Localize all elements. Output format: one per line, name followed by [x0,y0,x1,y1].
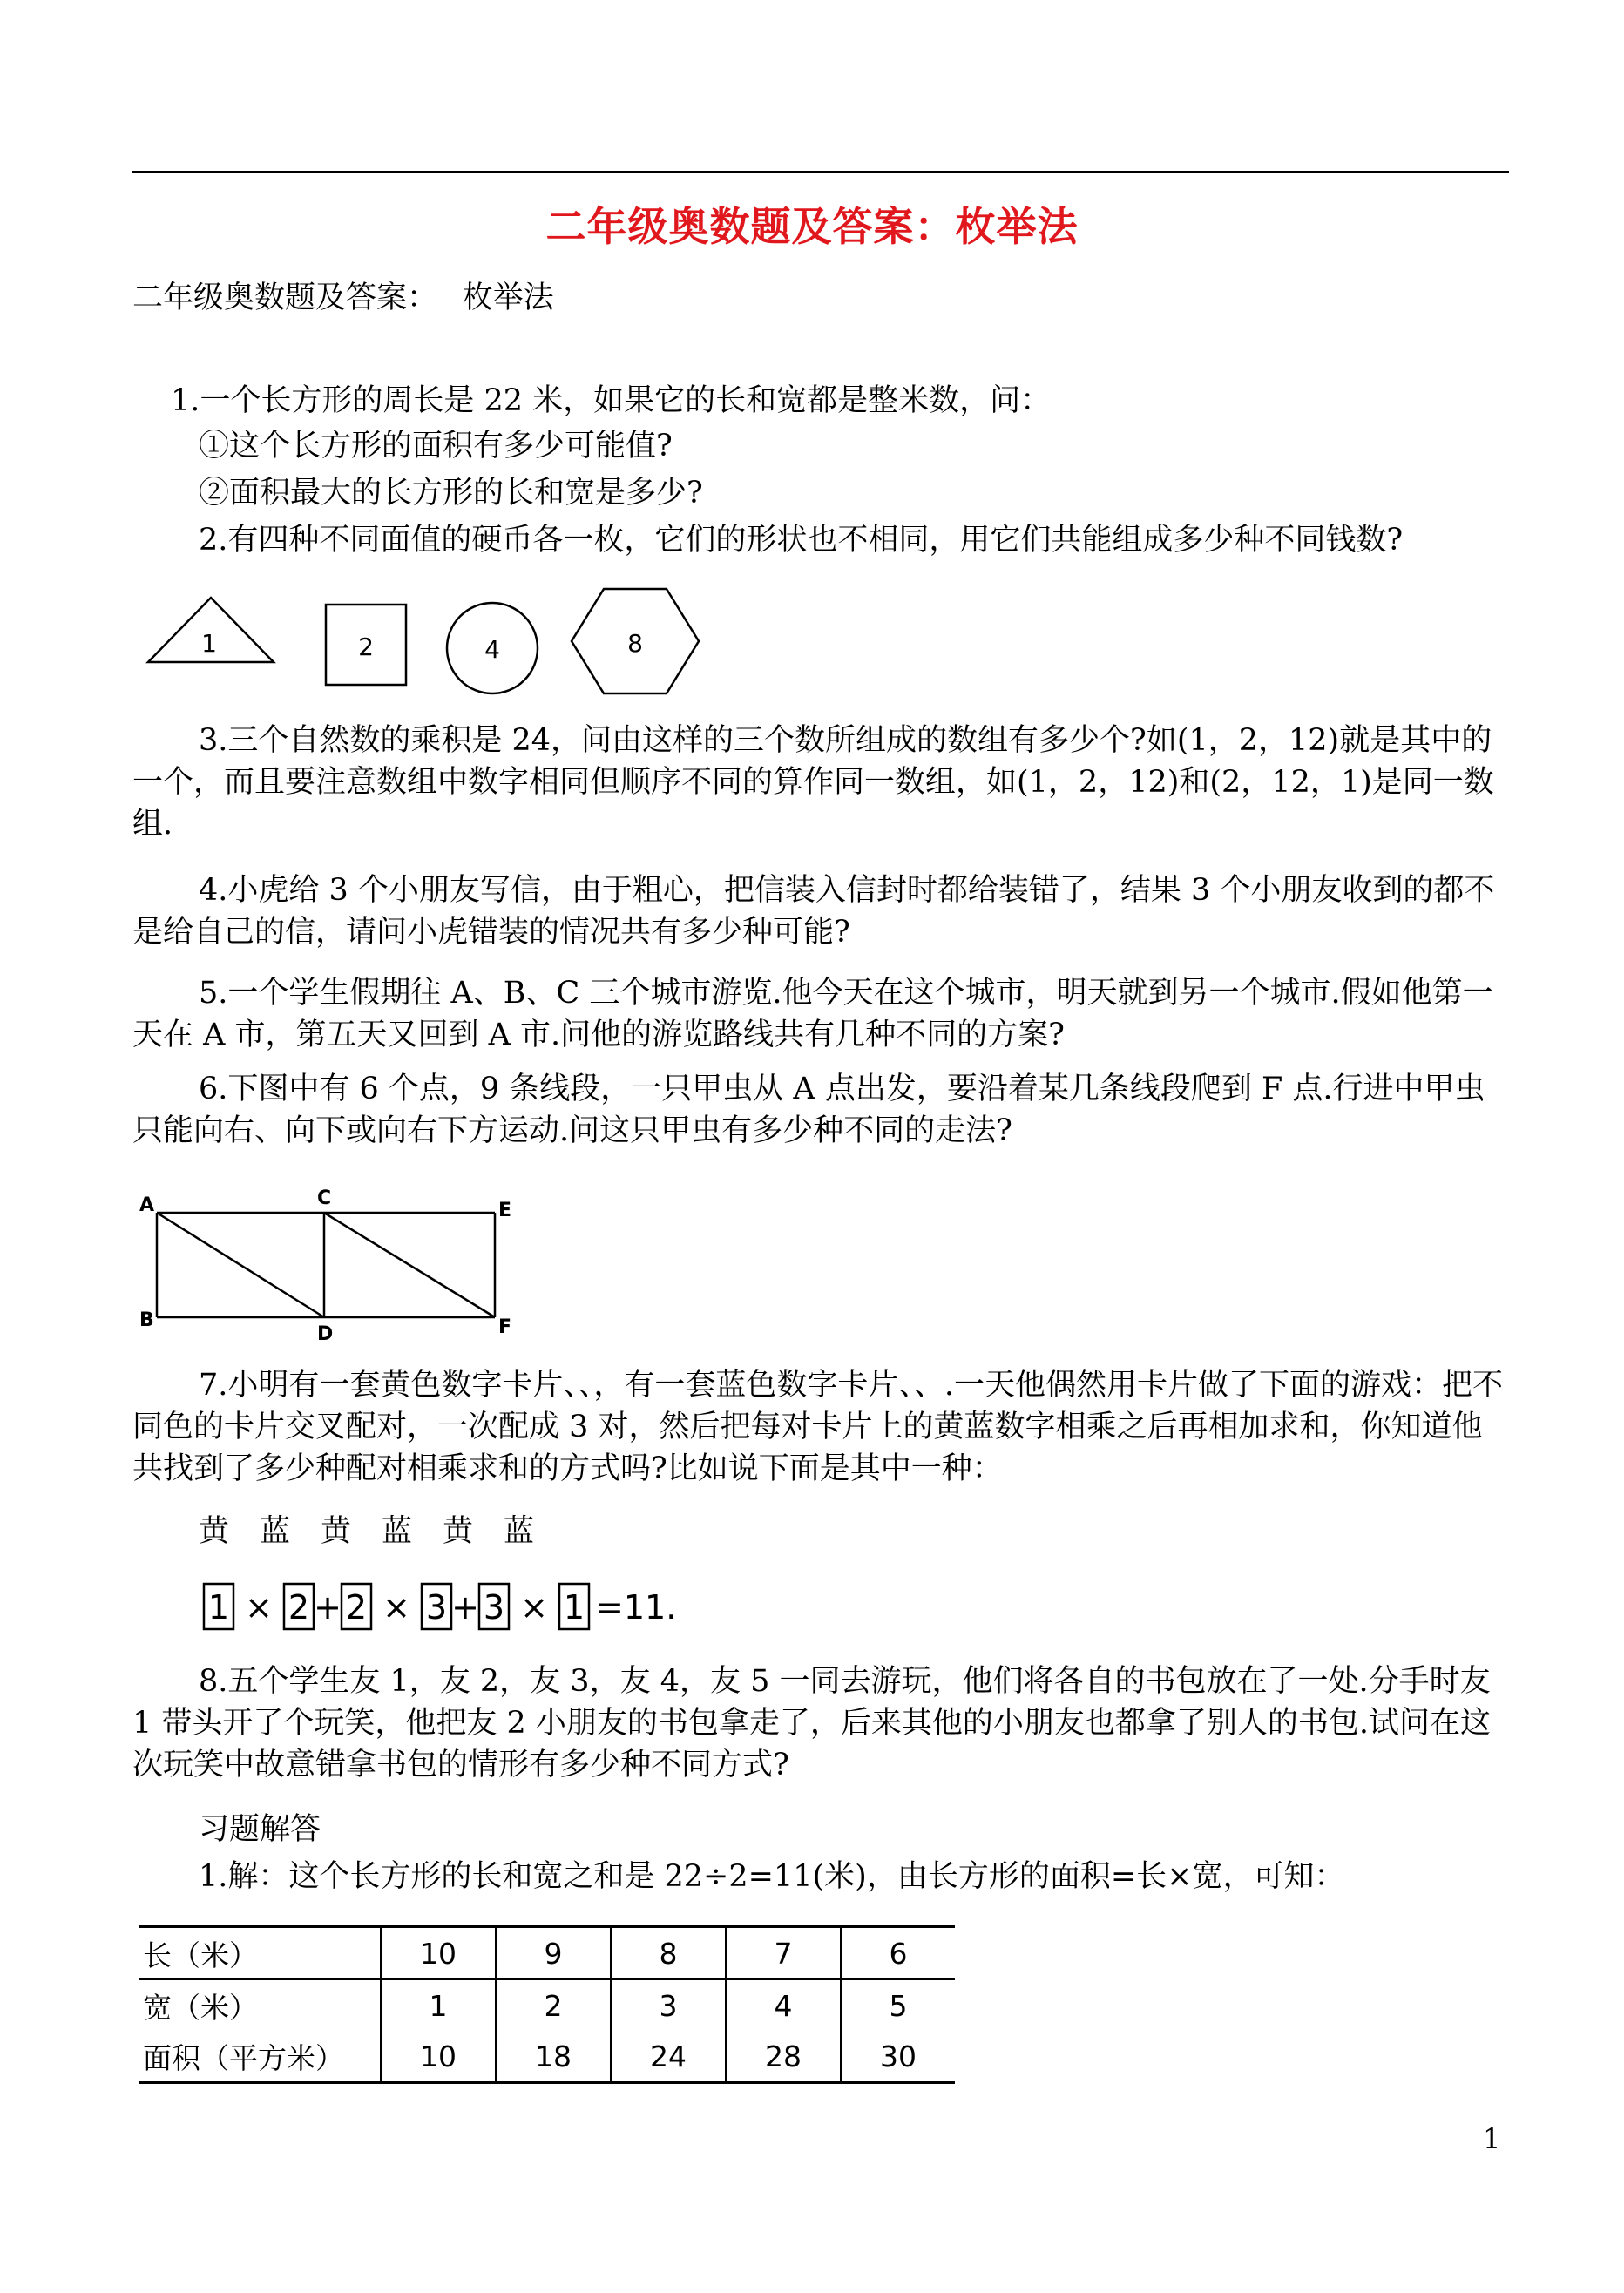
point-label: D [317,1323,334,1342]
question-1b: ②面积最大的长方形的长和宽是多少? [199,476,703,511]
coin-label: 1 [201,629,217,658]
equation-result: =11. [596,1588,677,1627]
segment-ad [157,1213,324,1317]
row-label: 面积（平方米） [139,2031,381,2083]
segment-cf [324,1213,495,1317]
coin-label: 8 [627,629,643,658]
card-colors: 黄 蓝 黄 蓝 黄 蓝 [199,1514,535,1549]
table-cell: 7 [726,1927,841,1980]
table-cell: 10 [381,2031,496,2083]
card-number: 3 [483,1588,505,1627]
operator: + [451,1588,479,1627]
table-cell: 1 [381,1979,496,2031]
row-label: 长（米） [139,1927,381,1980]
table-row [139,1927,955,1980]
card-number: 2 [345,1588,368,1627]
card-number: 1 [207,1588,230,1627]
table-cell: 10 [381,1927,496,1980]
coin-label: 2 [358,632,374,661]
table-cell: 18 [496,2031,611,2083]
coin-shapes-figure [139,582,714,706]
operator: × [245,1588,273,1627]
row-label: 宽（米） [143,1990,258,2025]
table-cell: 30 [841,2031,955,2083]
answer-1: 1.解：这个长方形的长和宽之和是 22÷2=11(米)，由长方形的面积=长×宽，可知： [199,1859,1345,1894]
table-cell: 8 [611,1927,726,1980]
table-cell: 6 [841,1927,955,1980]
header-rule [132,171,1509,173]
subtitle: 二年级奥数题及答案： 枚举法 [132,281,554,315]
table-cell: 3 [611,1979,726,2031]
coin-label: 4 [484,635,500,664]
point-label: B [139,1309,154,1331]
card-number: 2 [288,1588,310,1627]
path-grid-figure [131,1185,531,1342]
table-cell: 2 [496,1979,611,2031]
operator: × [382,1588,410,1627]
card-equation [199,1575,687,1638]
operator: × [520,1588,548,1627]
table-cell: 5 [841,1979,955,2031]
card-number: 1 [563,1588,585,1627]
question-1a: ①这个长方形的面积有多少可能值? [199,429,673,463]
answer-table [139,1925,955,2084]
table-cell: 28 [726,2031,841,2083]
answers-heading: 习题解答 [199,1812,321,1847]
point-label: A [139,1194,155,1216]
operator: + [314,1588,342,1627]
question-3: 3.三个自然数的乘积是 24，问由这样的三个数所组成的数组有多少个?如(1，2，12)就是其中的一个，而且要注意数组中数字相同但顺序不同的算作同一数组，如(1，2，12)和(2，12，1)是同一数组. [132,723,1494,842]
card-number: 3 [425,1588,448,1627]
question-8: 8.五个学生友 1，友 2，友 3，友 4，友 5 一同去游玩，他们将各自的书包放在了一处.分手时友 1 带头开了个玩笑，他把友 2 小朋友的书包拿走了，后来其他的小朋友也都拿了别人的书包.试问在这次玩笑中故意错拿书包的情形有多少种不同方式? [132,1664,1492,1782]
question-2: 2.有四种不同面值的硬币各一枚，它们的形状也不相同，用它们共能组成多少种不同钱数? [199,523,1404,558]
table-cell: 9 [496,1927,611,1980]
table-cell: 4 [726,1979,841,2031]
point-label: C [317,1187,332,1209]
point-label: F [498,1316,512,1338]
page-title: 二年级奥数题及答案：枚举法 [545,203,1079,250]
page-number: 1 [1483,2122,1501,2155]
point-label: E [498,1200,512,1221]
question-7: 7.小明有一套黄色数字卡片、、，有一套蓝色数字卡片、、.一天他偶然用卡片做了下面的游戏：把不同色的卡片交叉配对，一次配成 3 对，然后把每对卡片上的黄蓝数字相乘之后再相加求和，你知道他共找到了多少种配对相乘求和的方式吗?比如说下面是其中一种： [132,1368,1504,1486]
question-4: 4.小虎给 3 个小朋友写信，由于粗心，把信装入信封时都给装错了，结果 3 个小朋友收到的都不是给自己的信，请问小虎错装的情况共有多少种可能? [132,873,1495,950]
table-cell: 24 [611,2031,726,2083]
table-row [139,2031,955,2083]
question-1: 1.一个长方形的周长是 22 米，如果它的长和宽都是整米数，问： [171,383,1052,418]
question-6: 6.下图中有 6 个点，9 条线段，一只甲虫从 A 点出发，要沿着某几条线段爬到 F 点.行进中甲虫只能向右、向下或向右下方运动.问这只甲虫有多少种不同的走法? [132,1072,1485,1148]
table-row [139,1979,955,2031]
question-5: 5.一个学生假期往 A、B、C 三个城市游览.他今天在这个城市，明天就到另一个城市.假如他第一天在 A 市，第五天又回到 A 市.问他的游览路线共有几种不同的方案? [132,976,1493,1052]
